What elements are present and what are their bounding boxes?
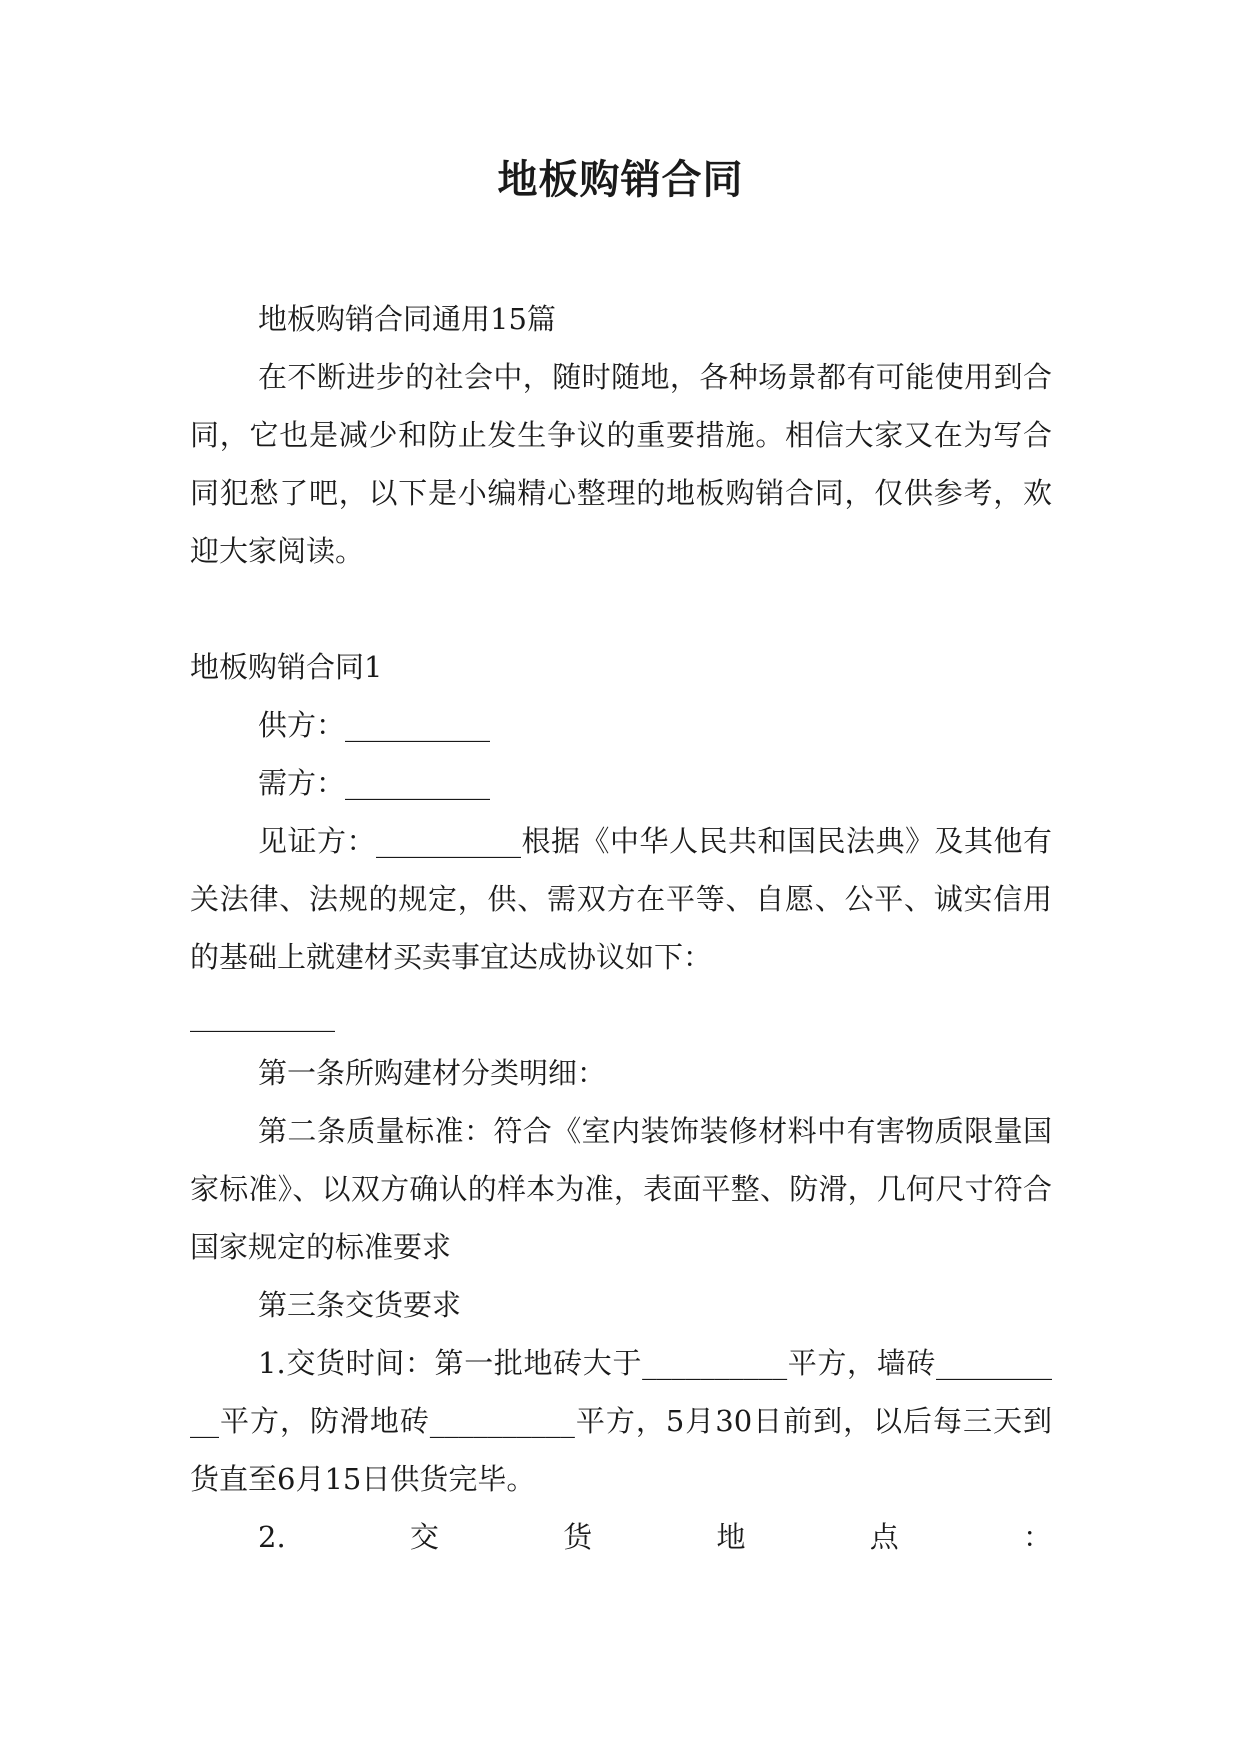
document-title: 地板购销合同 bbox=[497, 157, 744, 203]
item2-part: ： bbox=[1022, 1520, 1052, 1554]
article-1: 第一条所购建材分类明细： bbox=[258, 1056, 607, 1090]
item2-part: 地 bbox=[716, 1520, 746, 1554]
item2-part: 货 bbox=[563, 1520, 593, 1554]
paragraph-gap bbox=[190, 580, 1052, 638]
intro-line: 地板购销合同通用15篇 bbox=[258, 302, 556, 336]
preface-paragraph: 在不断进步的社会中，随时随地，各种场景都有可能使用到合同，它也是减少和防止发生争议的重要措施。相信大家又在为写合同犯愁了吧，以下是小编精心整理的地板购销合同，仅供参考，欢迎大家阅读。 bbox=[190, 360, 1052, 568]
document-body bbox=[190, 290, 1052, 1566]
buyer-line: 需方：__________ bbox=[258, 766, 491, 800]
witness-clause: 见证方：__________根据《中华人民共和国民法典》及其他有关法律、法规的规定，供、需双方在平等、自愿、公平、诚实信用的基础上就建材买卖事宜达成协议如下： bbox=[190, 824, 1052, 974]
article-3: 第三条交货要求 bbox=[258, 1288, 462, 1322]
item2-part: 2. bbox=[258, 1520, 286, 1554]
item2-part: 交 bbox=[409, 1520, 439, 1554]
delivery-time-item: 1.交货时间：第一批地砖大于__________平方，墙砖__________平方，防滑地砖__________平方，5月30日前到，以后每三天到货直至6月15日供货完毕。 bbox=[190, 1346, 1052, 1496]
blank-line: __________ bbox=[190, 998, 335, 1032]
item2-part: 点 bbox=[869, 1520, 899, 1554]
supplier-line: 供方：__________ bbox=[258, 708, 491, 742]
delivery-location-item bbox=[258, 1508, 1052, 1566]
section-heading: 地板购销合同1 bbox=[190, 650, 383, 684]
article-2: 第二条质量标准：符合《室内装饰装修材料中有害物质限量国家标准》、以双方确认的样本为准，表面平整、防滑，几何尺寸符合国家规定的标准要求 bbox=[190, 1114, 1052, 1264]
